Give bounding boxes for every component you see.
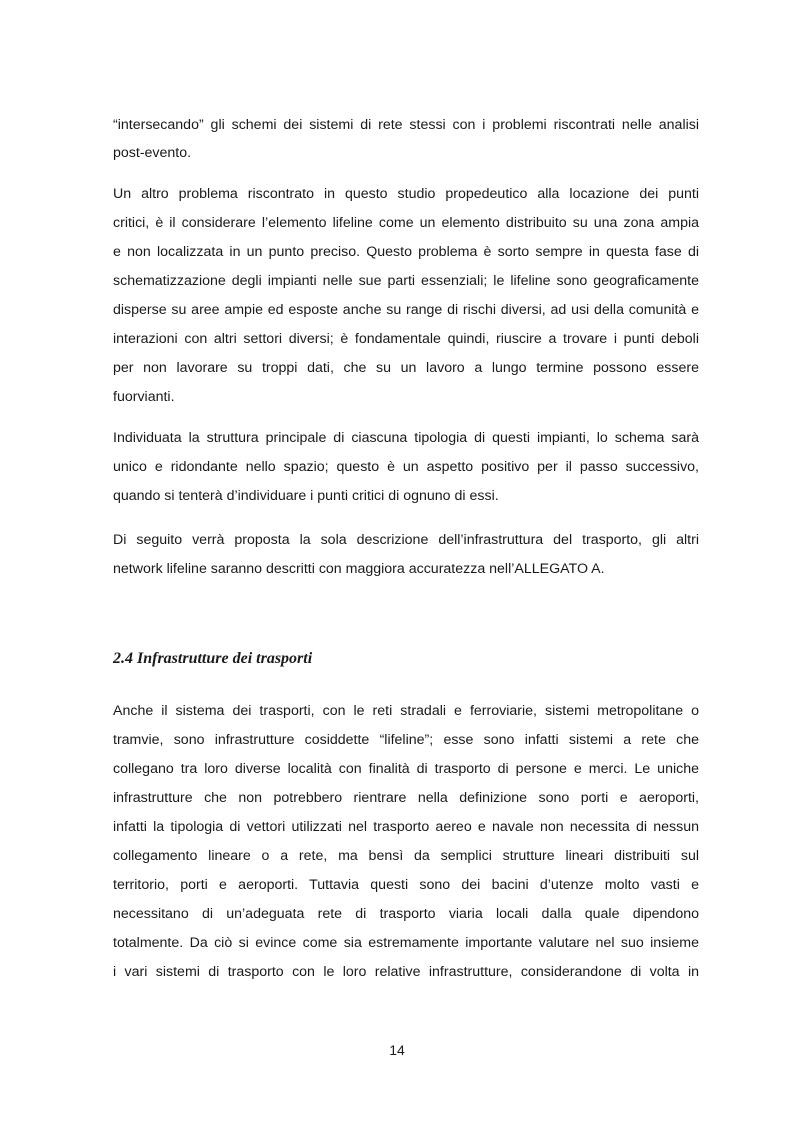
page-number: 14 xyxy=(389,1042,405,1058)
paragraph1-line: “intersecando” gli schemi dei sistemi di rete stessi con i problemi riscontrati nelle analisi xyxy=(113,117,699,133)
paragraph5-line: collegano tra loro diverse località con finalità di trasporto di persone e merci. Le uniche xyxy=(113,761,699,777)
paragraph1-line: post-evento. xyxy=(113,145,192,161)
paragraph2-line: critici, è il considerare l’elemento lifeline come un elemento distribuito su una zona ampia xyxy=(113,215,699,231)
paragraph5-line: infatti la tipologia di vettori utilizzati nel trasporto aereo e navale non necessita di nessun xyxy=(113,819,699,835)
paragraph2-line: fuorvianti. xyxy=(113,389,175,405)
paragraph5-line: collegamento lineare o a rete, ma bensì da semplici strutture lineari distribuiti sul xyxy=(113,848,699,864)
paragraph3-line: Individuata la struttura principale di ciascuna tipologia di questi impianti, lo schema sarà xyxy=(113,430,699,446)
paragraph3-line: quando si tenterà d’individuare i punti critici di ognuno di essi. xyxy=(113,488,499,504)
paragraph2-line: interazioni con altri settori diversi; è fondamentale quindi, riuscire a trovare i punti deboli xyxy=(113,331,699,347)
paragraph3-line: unico e ridondante nello spazio; questo è un aspetto positivo per il passo successivo, xyxy=(113,459,699,475)
paragraph5-line: Anche il sistema dei trasporti, con le reti stradali e ferroviarie, sistemi metropolitane o xyxy=(113,703,699,719)
section-heading: 2.4 Infrastrutture dei trasporti xyxy=(113,650,313,667)
paragraph2-line: disperse su aree ampie ed esposte anche su range di rischi diversi, ad usi della comunità e xyxy=(113,302,699,318)
paragraph5-line: necessitano di un’adeguata rete di trasporto viaria locali dalla quale dipendono xyxy=(113,906,699,922)
paragraph4-line: network lifeline saranno descritti con maggiora accuratezza nell’ALLEGATO A. xyxy=(113,561,605,577)
paragraph5-line: tramvie, sono infrastrutture cosiddette “lifeline”; esse sono infatti sistemi a rete che xyxy=(113,732,699,748)
paragraph5-line: infrastrutture che non potrebbero rientrare nella definizione sono porti e aeroporti, xyxy=(113,790,699,806)
paragraph4-line: Di seguito verrà proposta la sola descrizione dell’infrastruttura del trasporto, gli altri xyxy=(113,532,699,548)
paragraph5-line: territorio, porti e aeroporti. Tuttavia questi sono dei bacini d’utenze molto vasti e xyxy=(113,877,699,893)
paragraph2-line: schematizzazione degli impianti nelle sue parti essenziali; le lifeline sono geograficamente xyxy=(113,273,699,289)
paragraph2-line: per non lavorare su troppi dati, che su un lavoro a lungo termine possono essere xyxy=(113,360,699,376)
paragraph2-line: e non localizzata in un punto preciso. Questo problema è sorto sempre in questa fase di xyxy=(113,244,699,260)
paragraph5-line: totalmente. Da ciò si evince come sia estremamente importante valutare nel suo insieme xyxy=(113,935,699,951)
paragraph5-line: i vari sistemi di trasporto con le loro relative infrastrutture, considerandone di volta in xyxy=(113,964,699,980)
paragraph2-line: Un altro problema riscontrato in questo studio propedeutico alla locazione dei punti xyxy=(113,186,699,202)
